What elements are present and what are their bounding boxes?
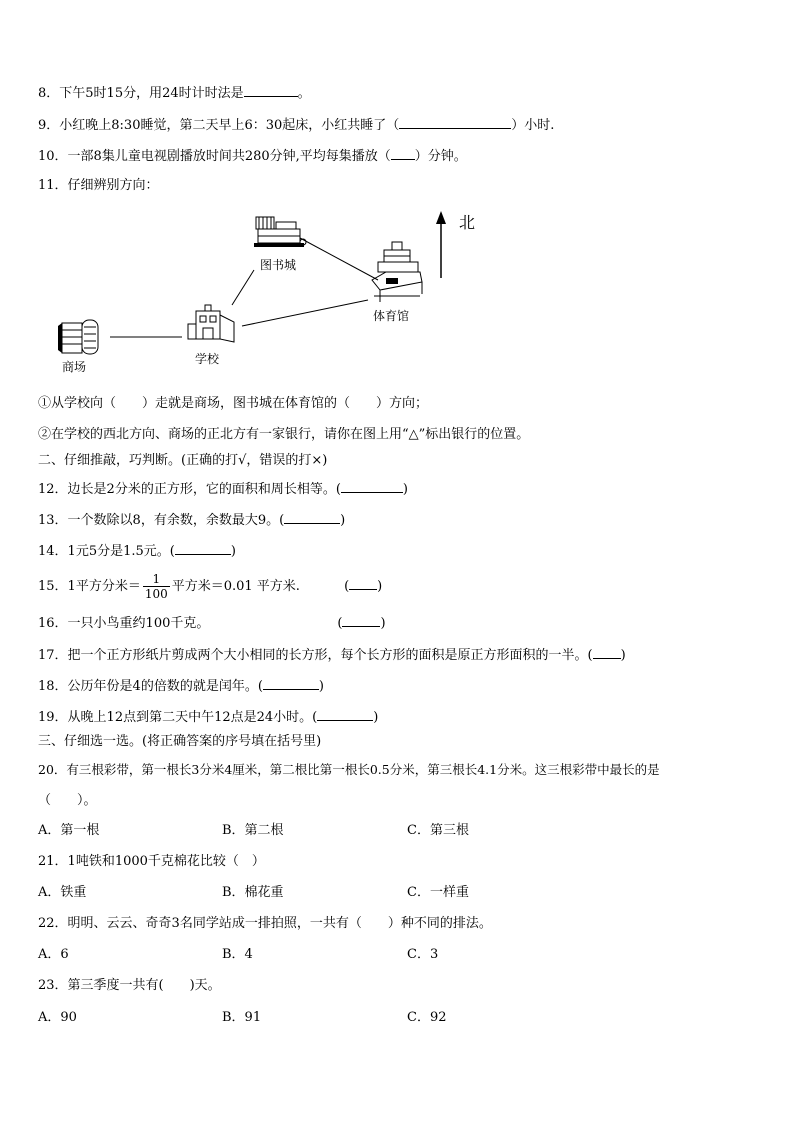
section-2-heading: 二、仔细推敲，巧判断。(正确的打√，错误的打×) [38,453,328,468]
north-arrow-head [436,211,446,224]
answer-blank[interactable] [175,542,231,555]
option-c[interactable]: C．一样重 [407,885,469,900]
option-c[interactable]: C．3 [407,947,439,962]
mall-label: 商场 [62,360,87,374]
answer-blank[interactable] [263,677,319,690]
question-11-part-2: ②在学校的西北方向、商场的正北方有一家银行，请你在图上用“△”标出银行的位置。 [38,427,530,442]
question-21: 21．1吨铁和1000千克棉花比较（ ） [38,854,265,869]
library-icon [254,217,306,247]
question-13: 13．一个数除以8，有余数，余数最大9。( ) [38,513,346,528]
option-a[interactable]: A．6 [38,947,69,962]
question-11-part-1: ①从学校向（ ）走就是商场，图书城在体育馆的（ ）方向； [38,396,429,411]
question-10: 10．一部8集儿童电视剧播放时间共280分钟,平均每集播放（ ）分钟。 [38,149,467,164]
option-a[interactable]: A．第一根 [38,823,100,838]
line-library-stadium [300,238,378,280]
option-b[interactable]: B．4 [222,947,253,962]
stadium-label: 体育馆 [373,309,410,323]
answer-blank[interactable] [349,577,377,590]
question-20: 20．有三根彩带，第一根长3分米4厘米，第二根比第一根长0.5分米，第三根长4.1分米。这三根彩带中最长的是 [38,762,660,777]
answer-blank[interactable] [317,708,373,721]
answer-blank[interactable] [342,614,380,627]
line-school-stadium [242,300,368,326]
question-16: 16．一只小鸟重约100千克。 ( ) [38,616,386,631]
north-label: 北 [459,213,476,232]
question-20-cont: （ ）。 [38,793,97,808]
option-b[interactable]: B．棉花重 [222,885,284,900]
option-a[interactable]: A．铁重 [38,885,87,900]
question-18: 18．公历年份是4的倍数的就是闰年。( ) [38,679,324,694]
option-b[interactable]: B．91 [222,1010,262,1025]
question-14: 14．1元5分是1.5元。( ) [38,544,236,559]
fraction: $\frac{1}{100}$ [144,572,168,601]
option-c[interactable]: C．第三根 [407,823,469,838]
stadium-icon [372,242,422,302]
question-17: 17．把一个正方形纸片剪成两个大小相同的长方形，每个长方形的面积是原正方形面积的一半。( ) [38,648,626,663]
line-library-school [232,270,254,305]
question-19: 19．从晚上12点到第二天中午12点是24小时。( ) [38,710,379,725]
answer-blank[interactable] [593,646,621,659]
section-3-heading: 三、仔细选一选。(将正确答案的序号填在括号里) [38,734,322,749]
school-label: 学校 [195,352,220,366]
library-label: 图书城 [260,258,297,272]
direction-map [0,0,794,400]
option-a[interactable]: A．90 [38,1010,77,1025]
answer-blank[interactable] [341,480,403,493]
question-22: 22．明明、云云、奇奇3名同学站成一排拍照，一共有（ ）种不同的排法。 [38,916,492,931]
school-icon [188,305,234,342]
option-c[interactable]: C．92 [407,1010,447,1025]
question-23: 23．第三季度一共有( )天。 [38,978,221,993]
answer-blank[interactable] [284,511,340,524]
question-15: 15．1平方分米＝ $\frac{1}{100}$ 平方米＝0.01 平方米. ( ) [38,572,383,601]
question-11: 11．仔细辨别方向： [38,178,159,193]
option-b[interactable]: B．第二根 [222,823,284,838]
question-9: 9．小红晚上8:30睡觉，第二天早上6：30起床，小红共睡了（ ）小时. [38,118,555,133]
mall-icon [58,320,98,354]
question-8: 8．下午5时15分，用24时计时法是 。 [38,86,311,101]
question-12: 12．边长是2分米的正方形，它的面积和周长相等。( ) [38,482,408,497]
